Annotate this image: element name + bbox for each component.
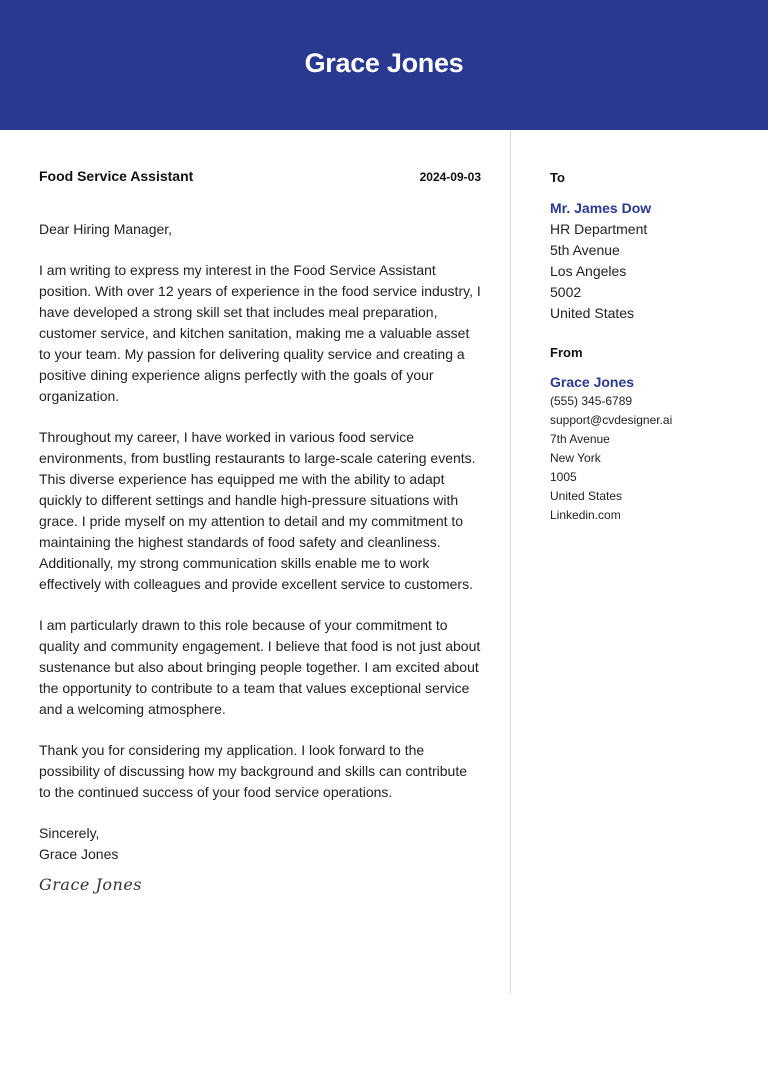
- job-title: Food Service Assistant: [39, 168, 194, 184]
- recipient-zip: 5002: [550, 284, 582, 300]
- recipient-country: United States: [550, 305, 635, 321]
- letter-body: [39, 168, 481, 899]
- letter-title-row: [39, 168, 481, 190]
- paragraph: I am writing to express my interest in the Food Service Assistant position. With over 12 years of experience in the food service industry, I have developed a strong skill set that includes meal preparation, customer service, and kitchen sanitation, making me a valuable asset to your team. My passion for delivering quality service and creating a positive dining experience aligns perfectly with the goals of your organization.: [39, 262, 481, 404]
- paragraph: I am particularly drawn to this role because of your commitment to quality and community engagement. I believe that food is not just about sustenance but also about bringing people together. I am excited about the opportunity to contribute to a team that values exceptional service and a welcoming atmosphere.: [39, 617, 481, 717]
- closing-block: [39, 823, 481, 865]
- column-divider: [510, 130, 511, 993]
- closing-phrase: Sincerely,: [39, 825, 100, 841]
- from-heading: From: [550, 345, 583, 360]
- closing-name: Grace Jones: [39, 846, 119, 862]
- handwritten-signature: Grace Jones: [39, 874, 143, 894]
- recipient-department: HR Department: [550, 221, 648, 237]
- sender-street: 7th Avenue: [550, 432, 610, 446]
- sender-name: Grace Jones: [550, 374, 635, 390]
- sender-zip: 1005: [550, 470, 577, 484]
- sender-city: New York: [550, 451, 601, 465]
- sender-linkedin: Linkedin.com: [550, 508, 621, 522]
- sender-phone: (555) 345-6789: [550, 394, 633, 408]
- recipient-street: 5th Avenue: [550, 242, 620, 258]
- paragraph: Thank you for considering my application. I look forward to the possibility of discussing how my background and skills can contribute to the continued success of your food service operations.: [39, 742, 467, 800]
- sender-country: United States: [550, 489, 623, 503]
- header-banner: [0, 0, 768, 130]
- recipient-city: Los Angeles: [550, 263, 627, 279]
- greeting: Dear Hiring Manager,: [39, 221, 173, 237]
- sender-email: support@cvdesigner.ai: [550, 413, 673, 427]
- applicant-name-heading: Grace Jones: [304, 47, 464, 78]
- address-sidebar: [550, 168, 750, 525]
- letter-date: 2024-09-03: [419, 170, 481, 184]
- to-heading: To: [550, 170, 565, 185]
- paragraph: Throughout my career, I have worked in various food service environments, from bustling restaurants to large-scale catering events. This diverse experience has equipped me with the ability to adapt quickly to different settings and handle high-pressure situations with grace. I pride myself on my attention to detail and my commitment to maintaining the highest standards of food safety and cleanliness. Additionally, my strong communication skills enable me to work effectively with colleagues and provide excellent service to customers.: [39, 429, 476, 592]
- recipient-name: Mr. James Dow: [550, 200, 652, 216]
